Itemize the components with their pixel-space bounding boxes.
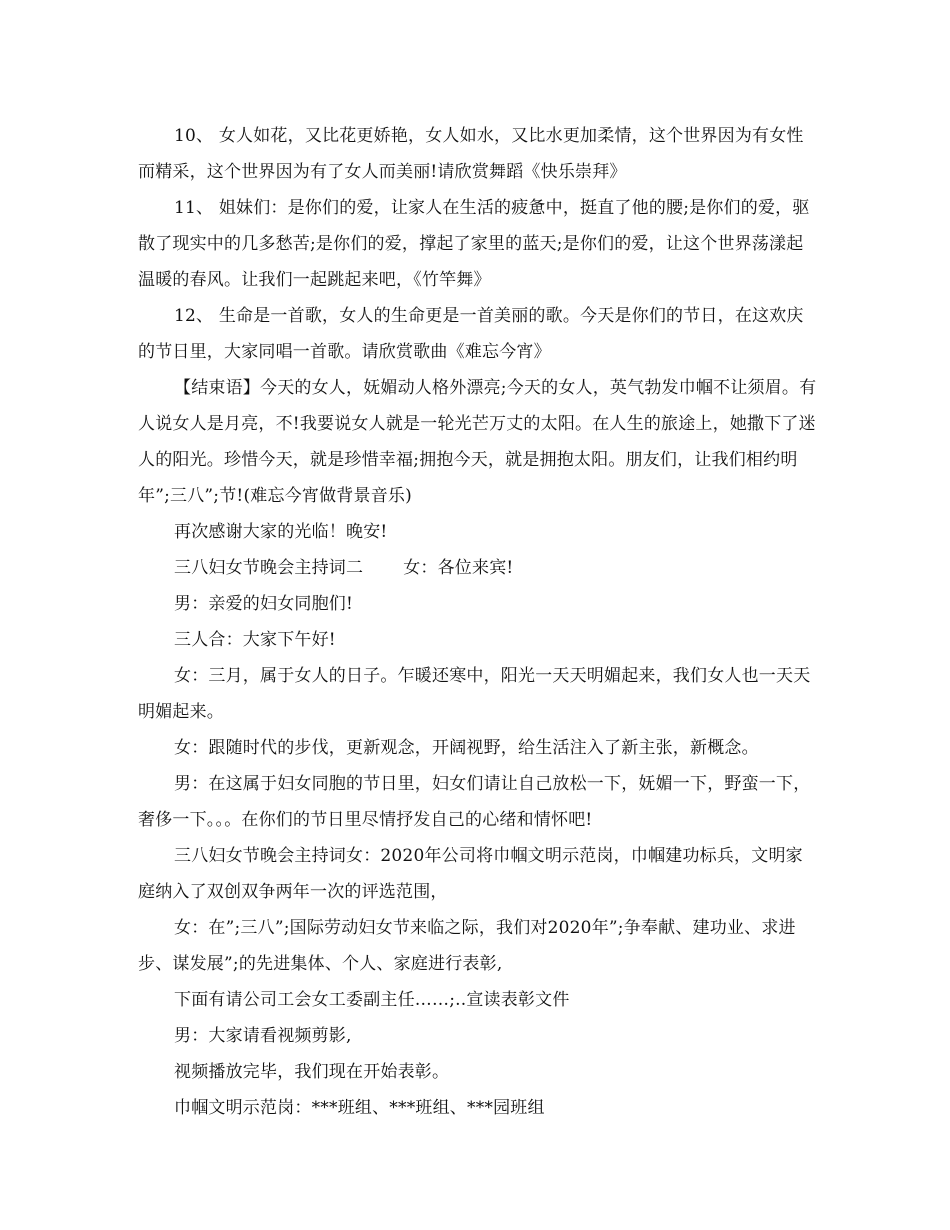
dialogue-line: 下面有请公司工会女工委副主任……;..宣读表彰文件 bbox=[174, 990, 570, 1010]
document-body bbox=[138, 118, 818, 1126]
section-title: 三八妇女节晚会主持词二 bbox=[174, 558, 364, 578]
paragraph-11: 11、 姐妹们：是你们的爱，让家人在生活的疲惫中，挺直了他的腰;是你们的爱，驱散了现实中的几多愁苦;是你们的爱，撑起了家里的蓝天;是你们的爱，让这个世界荡漾起温暖的春风。让我们一起跳起来吧，《竹竿舞》 bbox=[138, 198, 810, 290]
section-title-line bbox=[138, 550, 818, 586]
dialogue-line: 三八妇女节晚会主持词女：2020年公司将巾帼文明示范岗，巾帼建功标兵，文明家庭纳入了双创双争两年一次的评选范围， bbox=[138, 846, 803, 902]
section-title-greeting: 女：各位来宾! bbox=[403, 558, 514, 578]
dialogue-line: 视频播放完毕，我们现在开始表彰。 bbox=[174, 1062, 450, 1082]
dialogue-line: 三人合：大家下午好! bbox=[174, 630, 336, 650]
paragraph-thanks: 再次感谢大家的光临！晚安! bbox=[174, 522, 388, 542]
dialogue-line: 男：在这属于妇女同胞的节日里，妇女们请让自己放松一下，妩媚一下，野蛮一下，奢侈一下。。。在你们的节日里尽情抒发自己的心绪和情怀吧! bbox=[138, 774, 811, 830]
paragraph-closing: 【结束语】今天的女人，妩媚动人格外漂亮;今天的女人，英气勃发巾帼不让须眉。有人说女人是月亮，不!我要说女人就是一轮光芒万丈的太阳。在人生的旅途上，她撒下了迷人的阳光。珍惜今天，就是珍惜幸福;拥抱今天，就是拥抱太阳。朋友们，让我们相约明年”;三八”;节!(难忘今宵做背景音乐) bbox=[138, 378, 817, 506]
dialogue-line: 女：三月，属于女人的日子。乍暖还寒中，阳光一天天明媚起来，我们女人也一天天明媚起来。 bbox=[138, 666, 811, 722]
dialogue-line: 巾帼文明示范岗：***班组、***班组、***园班组 bbox=[174, 1098, 545, 1118]
dialogue-line: 女：在”;三八”;国际劳动妇女节来临之际，我们对2020年”;争奉献、建功业、求进步、谋发展”;的先进集体、个人、家庭进行表彰, bbox=[138, 918, 796, 974]
paragraph-10: 10、 女人如花，又比花更娇艳，女人如水，又比水更加柔情，这个世界因为有女性而精采，这个世界因为有了女人而美丽!请欣赏舞蹈《快乐崇拜》 bbox=[138, 126, 804, 182]
dialogue-line: 男：亲爱的妇女同胞们! bbox=[174, 594, 354, 614]
paragraph-12: 12、 生命是一首歌，女人的生命更是一首美丽的歌。今天是你们的节日，在这欢庆的节日里，大家同唱一首歌。请欣赏歌曲《难忘今宵》 bbox=[138, 306, 804, 362]
dialogue-line: 男：大家请看视频剪影, bbox=[174, 1026, 352, 1046]
dialogue-line: 女：跟随时代的步伐，更新观念，开阔视野，给生活注入了新主张，新概念。 bbox=[174, 738, 759, 758]
